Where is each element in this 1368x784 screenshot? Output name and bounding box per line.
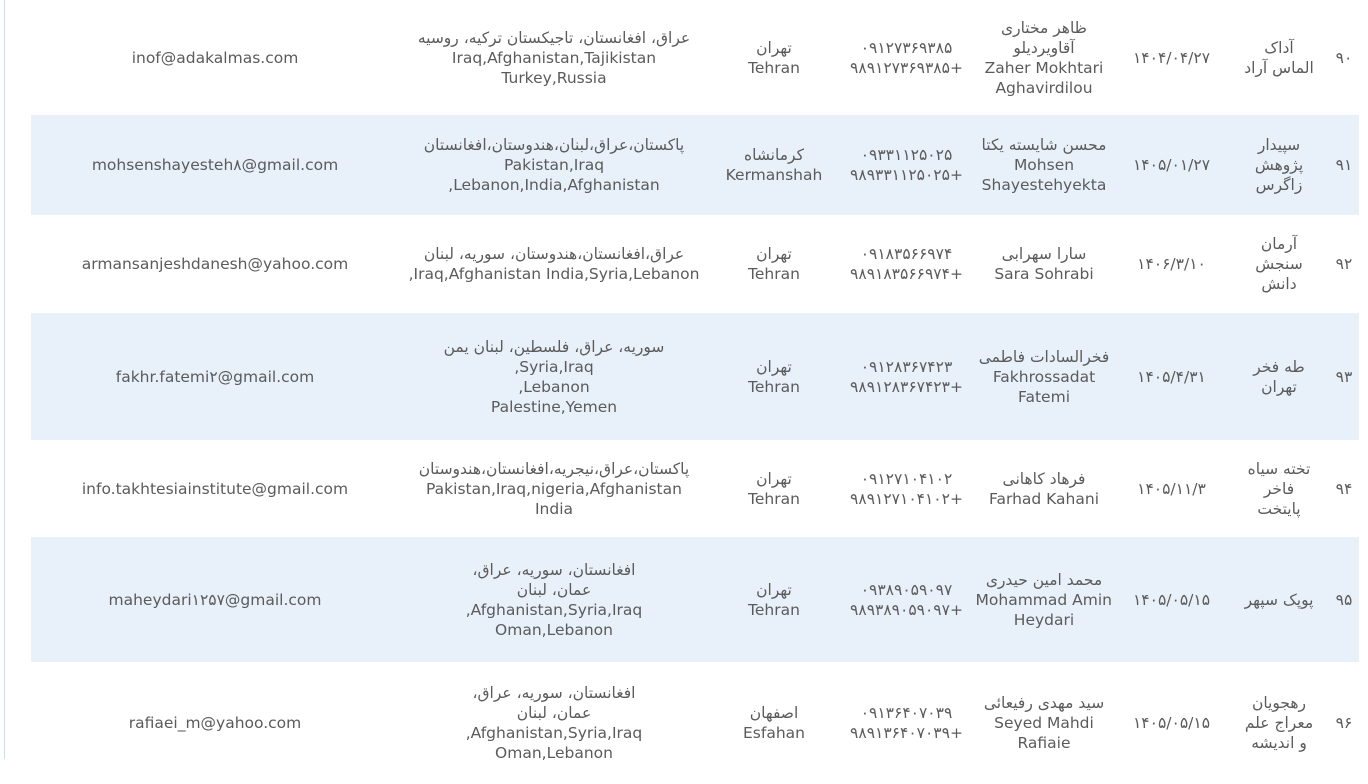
countries-line: سوریه، عراق، فلسطین، لبنان یمن (443, 337, 665, 356)
manager-name-line: Shayestehyekta (981, 176, 1107, 194)
city-cell (709, 537, 839, 662)
phone-line: +۹۸۹۳۸۹۰۵۹۰۹۷ (850, 600, 963, 619)
manager-name-line: ظاهر مختاری (1000, 18, 1088, 37)
countries-cell (399, 440, 709, 537)
phone-cell (839, 215, 974, 313)
countries-cell (399, 662, 709, 784)
city-line: تهران (756, 469, 792, 488)
city-line: Tehran (748, 265, 800, 283)
manager-name-line: آقاویردیلو (1013, 38, 1075, 57)
manager-name-cell (974, 662, 1114, 784)
phone-cell (839, 440, 974, 537)
institute-name-line: پایتخت (1257, 499, 1301, 518)
row-number-cell: ۹۵ (1329, 537, 1359, 662)
phone-cell (839, 115, 974, 215)
countries-line: عمان، لبنان (516, 704, 592, 722)
countries-line: India (534, 499, 574, 518)
countries-line: Oman,Lebanon (495, 620, 613, 639)
phone-cell (839, 313, 974, 440)
date-cell: ۱۴۰۵/۰۱/۲۷ (1114, 115, 1229, 215)
countries-line: Oman,Lebanon (495, 744, 613, 762)
institute-name-cell (1229, 537, 1329, 662)
institute-name-line: و اندیشه (1251, 734, 1307, 752)
table-row (31, 440, 1359, 537)
row-number-cell: ۹۰ (1335, 48, 1353, 67)
countries-line: Palestine,Yemen (490, 397, 618, 416)
institute-name-line: آداک (1264, 38, 1294, 57)
manager-name-cell (974, 440, 1114, 537)
institute-name-cell (1229, 115, 1329, 215)
city-line: تهران (756, 38, 792, 57)
phone-cell (839, 662, 974, 784)
manager-name-line: Sara Sohrabi (994, 265, 1094, 283)
manager-name-line: محمد امین حیدری (985, 570, 1103, 589)
phone-line: ۰۹۱۲۷۳۶۹۳۸۵ (860, 38, 953, 57)
city-line: تهران (756, 580, 792, 599)
email-cell: info.takhtesiainstitute@gmail.com (81, 479, 349, 498)
countries-line: پاکستان،عراق،نیجریه،افغانستان،هندوستان (418, 459, 690, 478)
countries-line: افغانستان، سوریه، عراق، (472, 684, 636, 702)
row-number-cell: ۹۱ (1329, 115, 1359, 215)
city-cell (709, 662, 839, 784)
countries-line: Lebanon,India,Afghanistan, (448, 176, 660, 194)
city-line: Tehran (748, 600, 800, 619)
phone-line: ۰۹۱۲۸۳۶۷۴۲۳ (860, 357, 953, 376)
countries-line: Iraq,Afghanistan,Tajikistan (451, 48, 657, 67)
manager-name-line: Mohsen (1013, 156, 1075, 174)
email-cell: fakhr.fatemi۲@gmail.com (31, 313, 399, 440)
table-row (31, 215, 1359, 313)
table-row (31, 0, 1359, 115)
countries-line: پاکستان،عراق،لبنان،هندوستان،افغانستان (423, 136, 685, 154)
city-line: Kermanshah (725, 166, 823, 184)
countries-cell (399, 313, 709, 440)
table-row (31, 662, 1359, 784)
table-body (31, 0, 1359, 784)
city-cell (709, 313, 839, 440)
email-cell: armansanjeshdanesh@yahoo.com (81, 255, 349, 273)
manager-name-line: Mohammad Amin (975, 590, 1112, 609)
phone-line: ۰۹۳۸۹۰۵۹۰۹۷ (860, 580, 953, 599)
countries-line: Iraq,Afghanistan India,Syria,Lebanon, (408, 265, 700, 283)
city-line: کرمانشاه (744, 146, 804, 164)
institute-name-cell (1229, 215, 1329, 313)
table-row (31, 115, 1359, 215)
manager-name-cell (974, 215, 1114, 313)
table-row (31, 313, 1359, 440)
institute-name-line: الماس آراد (1244, 58, 1314, 77)
manager-name-line: Fakhrossadat (992, 367, 1096, 386)
institute-name-line: سپیدار (1257, 136, 1301, 154)
email-cell: maheydari۱۲۵۷@gmail.com (31, 537, 399, 662)
manager-name-cell (974, 313, 1114, 440)
city-cell (709, 215, 839, 313)
manager-name-line: Zaher Mokhtari (984, 58, 1104, 77)
manager-name-cell (974, 115, 1114, 215)
date-cell: ۱۴۰۵/۰۵/۱۵ (1114, 537, 1229, 662)
institute-name-line: پژوهش (1254, 156, 1304, 174)
phone-line: ۰۹۳۳۱۱۲۵۰۲۵ (860, 146, 953, 164)
countries-line: Pakistan,Iraq (503, 156, 605, 174)
phone-line: ۰۹۱۳۶۴۰۷۰۳۹ (860, 704, 953, 722)
city-line: Tehran (748, 58, 800, 77)
institute-name-line: رهجویان (1251, 694, 1307, 712)
email-cell: rafiaei_m@yahoo.com (128, 714, 302, 732)
institute-name-line: زاگرس (1255, 176, 1303, 194)
phone-line: +۹۸۹۱۸۳۵۶۶۹۷۴ (850, 265, 963, 283)
phone-cell (839, 537, 974, 662)
city-line: اصفهان (749, 704, 799, 722)
city-line: Esfahan (743, 724, 805, 742)
manager-name-line: Farhad Kahani (988, 489, 1100, 508)
institute-name-cell (1229, 313, 1329, 440)
manager-name-line: فرهاد کاهانی (1002, 469, 1086, 488)
countries-line: Afghanistan,Syria,Iraq, (465, 600, 643, 619)
phone-cell (839, 0, 974, 115)
institute-name-line: تخته سیاه (1247, 459, 1311, 478)
manager-name-line: محسن شایسته یکتا (981, 136, 1107, 154)
phone-line: +۹۸۹۱۲۸۳۶۷۴۲۳ (850, 377, 963, 396)
manager-name-line: Rafiaie (1017, 734, 1071, 752)
phone-line: ۰۹۱۸۳۵۶۶۹۷۴ (860, 245, 953, 263)
manager-name-line: سید مهدی رفیعائی (983, 694, 1105, 712)
countries-cell (399, 215, 709, 313)
date-cell: ۱۴۰۵/۰۵/۱۵ (1132, 714, 1211, 732)
manager-name-line: Aghavirdilou (995, 78, 1093, 97)
row-number-cell: ۹۶ (1335, 714, 1353, 732)
row-number-cell: ۹۳ (1329, 313, 1359, 440)
phone-line: +۹۸۹۱۲۷۳۶۹۳۸۵ (850, 58, 963, 77)
countries-line: Lebanon, (518, 377, 590, 396)
page-border-line (4, 0, 5, 759)
manager-name-cell (974, 537, 1114, 662)
manager-name-line: Seyed Mahdi (994, 714, 1094, 732)
countries-cell (399, 0, 709, 115)
countries-line: عراق، افغانستان، تاجیکستان ترکیه، روسیه (417, 28, 691, 47)
phone-line: +۹۸۹۱۲۷۱۰۴۱۰۲ (850, 489, 963, 508)
manager-name-line: فخرالسادات فاطمی (978, 347, 1110, 366)
manager-name-line: Fatemi (1017, 387, 1070, 406)
institute-name-line: فاخر (1263, 479, 1295, 498)
city-line: تهران (756, 357, 792, 376)
city-line: Tehran (748, 377, 800, 396)
countries-cell (399, 115, 709, 215)
countries-cell (399, 537, 709, 662)
date-cell: ۱۴۰۶/۳/۱۰ (1137, 255, 1206, 273)
date-cell: ۱۴۰۴/۰۴/۲۷ (1132, 48, 1211, 67)
email-cell: inof@adakalmas.com (131, 48, 299, 67)
institute-name-cell (1229, 0, 1329, 115)
institute-name-line: آرمان (1260, 235, 1298, 253)
phone-line: +۹۸۹۳۳۱۱۲۵۰۲۵ (850, 166, 963, 184)
row-number-cell: ۹۴ (1335, 479, 1353, 498)
countries-line: Syria,Iraq, (514, 357, 594, 376)
phone-line: ۰۹۱۲۷۱۰۴۱۰۲ (860, 469, 953, 488)
date-cell: ۱۴۰۵/۴/۳۱ (1114, 313, 1229, 440)
institute-name-line: پوپک سپهر (1244, 590, 1314, 609)
countries-line: Turkey,Russia (501, 68, 607, 87)
institute-name-line: سنجش (1255, 255, 1303, 273)
countries-line: عراق،افغانستان،هندوستان، سوریه، لبنان (423, 245, 685, 263)
countries-line: افغانستان، سوریه، عراق، (472, 560, 636, 579)
institute-name-line: دانش (1261, 275, 1297, 293)
phone-line: +۹۸۹۱۳۶۴۰۷۰۳۹ (850, 724, 963, 742)
institute-name-line: طه فخر (1253, 357, 1305, 376)
city-line: Tehran (748, 489, 800, 508)
institute-name-line: تهران (1261, 377, 1297, 396)
institute-name-cell (1229, 662, 1329, 784)
institutes-table (31, 0, 1359, 784)
city-cell (709, 115, 839, 215)
city-cell (709, 0, 839, 115)
table-row (31, 537, 1359, 662)
countries-line: Pakistan,Iraq,nigeria,Afghanistan (426, 479, 682, 498)
row-number-cell: ۹۲ (1335, 255, 1353, 273)
countries-line: Afghanistan,Syria,Iraq, (465, 724, 643, 742)
institute-name-line: معراج علم (1244, 714, 1314, 732)
institute-name-cell (1229, 440, 1329, 537)
countries-line: عمان، لبنان (516, 580, 592, 599)
email-cell: mohsenshayesteh۸@gmail.com (31, 115, 399, 215)
manager-name-line: سارا سهرابی (1001, 245, 1087, 263)
date-cell: ۱۴۰۵/۱۱/۳ (1137, 479, 1206, 498)
manager-name-cell (974, 0, 1114, 115)
city-cell (709, 440, 839, 537)
manager-name-line: Heydari (1013, 610, 1075, 629)
city-line: تهران (756, 245, 792, 263)
